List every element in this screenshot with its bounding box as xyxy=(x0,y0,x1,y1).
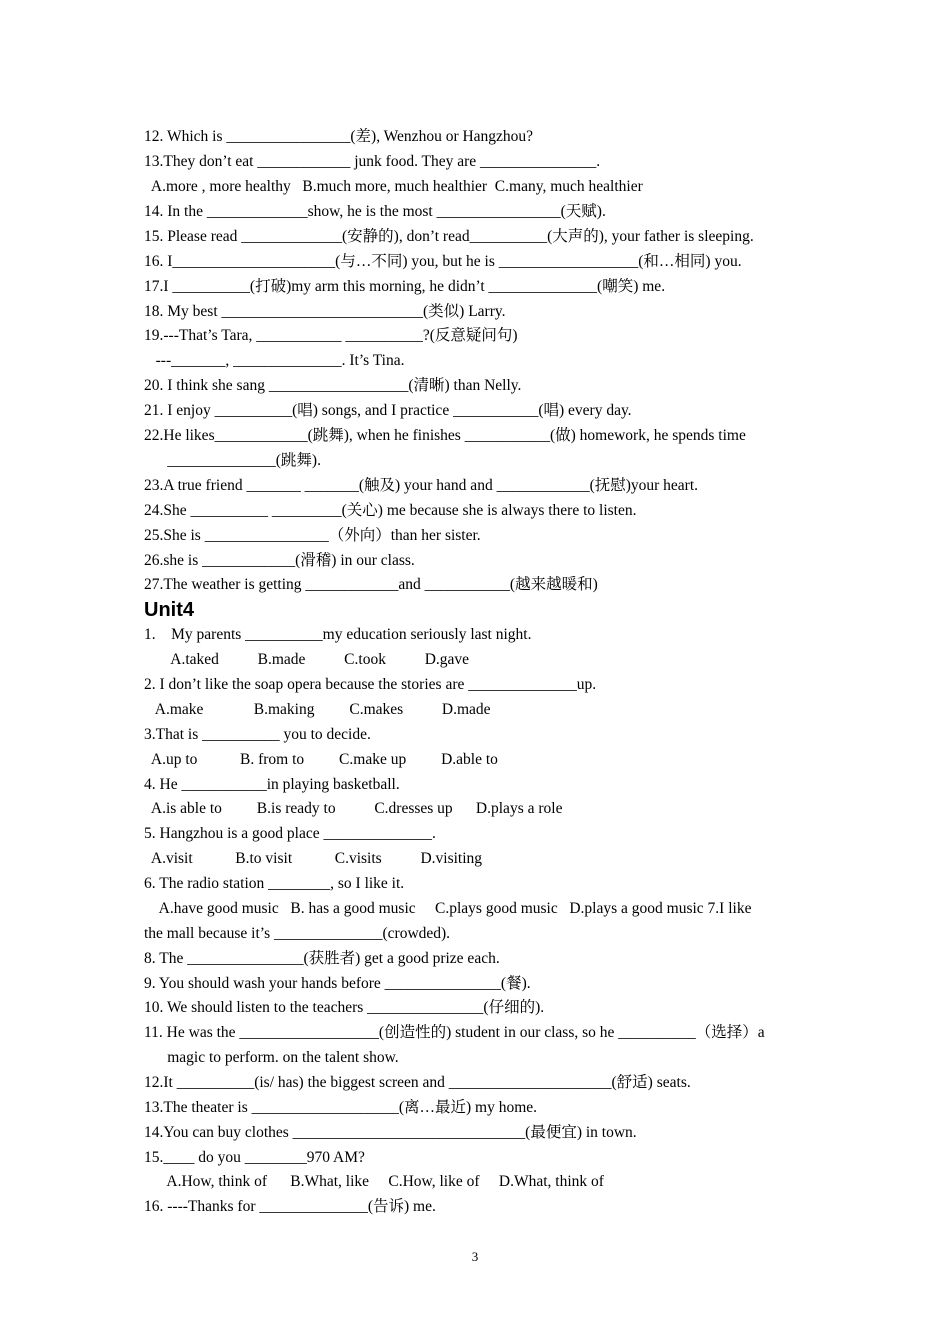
exercise-line: 11. He was the __________________(创造性的) student in our class, so he __________（选择）a xyxy=(144,1024,765,1041)
exercise-line: 17.I __________(打破)my arm this morning, he didn’t ______________(嘲笑) me. xyxy=(144,278,666,295)
exercise-line: 14. In the _____________show, he is the most ________________(天赋). xyxy=(144,203,606,220)
exercise-line: 22.He likes____________(跳舞), when he finishes ___________(做) homework, he spends time xyxy=(144,427,746,444)
exercise-line: 9. You should wash your hands before _______________(餐). xyxy=(144,975,531,992)
exercise-line: the mall because it’s ______________(crowded). xyxy=(144,925,451,942)
answer-options: A.more , more healthy B.much more, much healthier C.many, much healthier xyxy=(144,178,643,195)
exercise-line: 4. He ___________in playing basketball. xyxy=(144,776,400,793)
answer-options: A.have good music B. has a good music C.plays good music D.plays a good music 7.I like xyxy=(144,900,752,917)
exercise-line: 19.---That’s Tara, ___________ __________?(反意疑问句) xyxy=(144,327,518,344)
exercise-line: ______________(跳舞). xyxy=(144,452,321,469)
unit-heading: Unit4 xyxy=(144,599,194,621)
answer-options: A.How, think of B.What, like C.How, like of D.What, think of xyxy=(144,1173,604,1190)
exercise-line: 23.A true friend _______ _______(触及) your hand and ____________(抚慰)your heart. xyxy=(144,477,699,494)
exercise-line: 13.The theater is ___________________(离…最近) my home. xyxy=(144,1099,538,1116)
exercise-line: 24.She __________ _________(关心) me because she is always there to listen. xyxy=(144,502,637,519)
answer-options: A.up to B. from to C.make up D.able to xyxy=(144,751,498,768)
exercise-line: 12. Which is ________________(差), Wenzhou or Hangzhou? xyxy=(144,128,534,145)
answer-options: A.taked B.made C.took D.gave xyxy=(144,651,470,668)
exercise-line: ---_______, ______________. It’s Tina. xyxy=(144,352,405,369)
exercise-line: 8. The _______________(获胜者) get a good prize each. xyxy=(144,950,500,967)
exercise-line: 1. My parents __________my education seriously last night. xyxy=(144,626,532,643)
exercise-line: 5. Hangzhou is a good place ______________. xyxy=(144,825,436,842)
answer-options: A.make B.making C.makes D.made xyxy=(144,701,491,718)
exercise-line: 16. I_____________________(与…不同) you, but he is __________________(和…相同) you. xyxy=(144,253,742,270)
exercise-line: 12.It __________(is/ has) the biggest screen and _____________________(舒适) seats. xyxy=(144,1074,691,1091)
answer-options: A.visit B.to visit C.visits D.visiting xyxy=(144,850,483,867)
exercise-line: 2. I don’t like the soap opera because the stories are ______________up. xyxy=(144,676,597,693)
exercise-line: 13.They don’t eat ____________ junk food. They are _______________. xyxy=(144,153,601,170)
exercise-line: 15. Please read _____________(安静的), don’t read__________(大声的), your father is sleeping. xyxy=(144,228,754,245)
exercise-line: 10. We should listen to the teachers _______________(仔细的). xyxy=(144,999,545,1016)
exercise-line: 27.The weather is getting ____________and ___________(越来越暖和) xyxy=(144,576,598,593)
exercise-line: 15.____ do you ________970 AM? xyxy=(144,1149,365,1166)
exercise-line: 3.That is __________ you to decide. xyxy=(144,726,371,743)
exercise-line: 26.she is ____________(滑稽) in our class. xyxy=(144,552,415,569)
exercise-line: 20. I think she sang __________________(清晰) than Nelly. xyxy=(144,377,522,394)
exercise-line: 14.You can buy clothes ______________________________(最便宜) in town. xyxy=(144,1124,637,1141)
exercise-line: magic to perform. on the talent show. xyxy=(144,1049,399,1066)
exercise-line: 21. I enjoy __________(唱) songs, and I practice ___________(唱) every day. xyxy=(144,402,632,419)
exercise-line: 18. My best __________________________(类似) Larry. xyxy=(144,303,506,320)
answer-options: A.is able to B.is ready to C.dresses up D.plays a role xyxy=(144,800,563,817)
page-number: 3 xyxy=(471,1249,479,1264)
exercise-line: 25.She is ________________（外向）than her sister. xyxy=(144,527,481,544)
exercise-line: 6. The radio station ________, so I like it. xyxy=(144,875,405,892)
exercise-line: 16. ----Thanks for ______________(告诉) me. xyxy=(144,1198,436,1215)
